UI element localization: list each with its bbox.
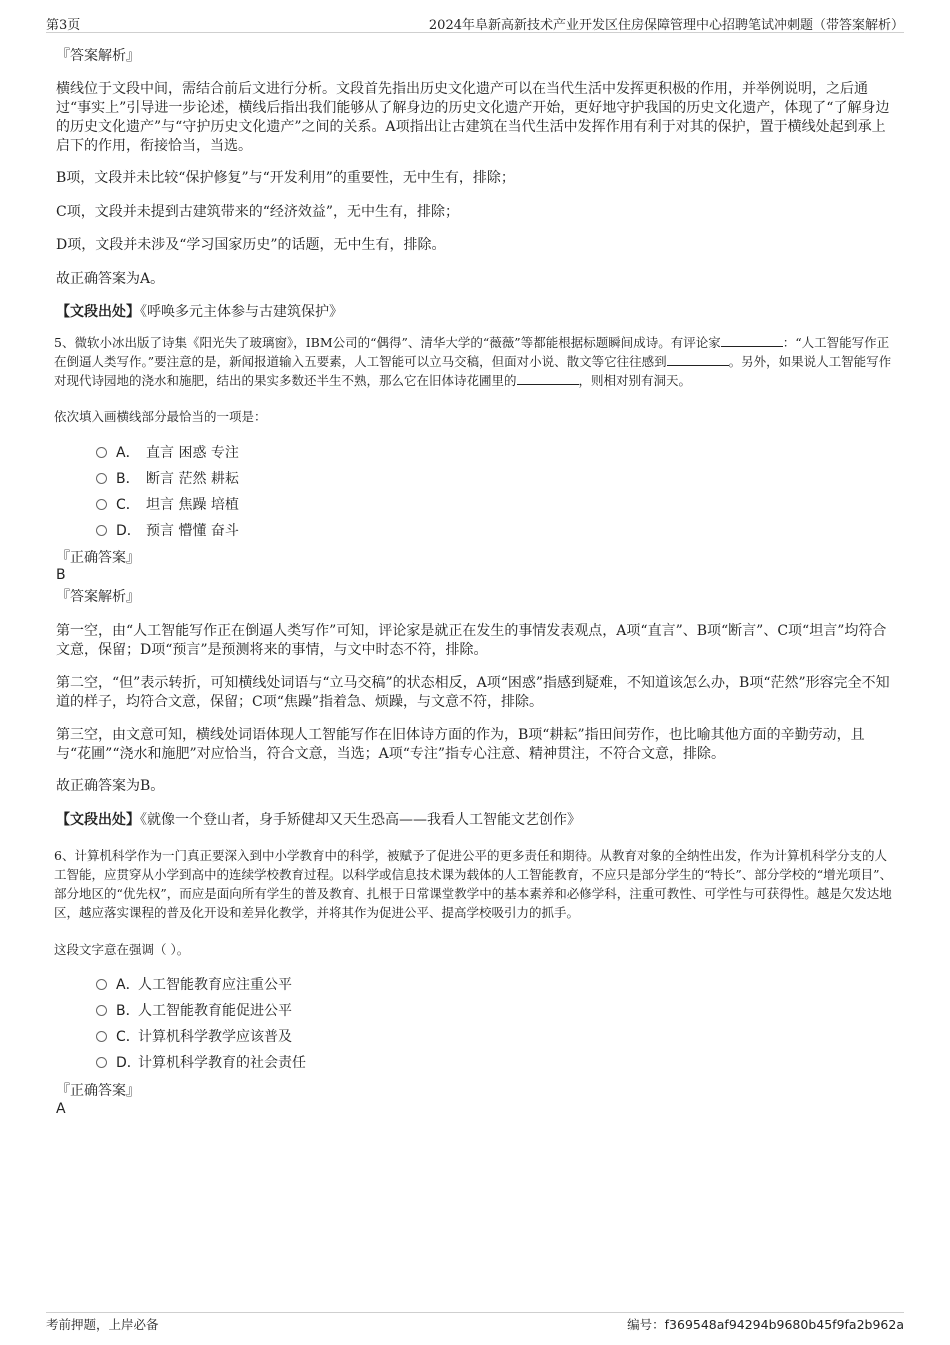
option-text: 人工智能教育能促进公平 bbox=[138, 1003, 292, 1019]
option-text: 计算机科学教育的社会责任 bbox=[138, 1055, 306, 1071]
radio-button[interactable] bbox=[96, 1057, 107, 1068]
analysis-paragraph: 故正确答案为B。 bbox=[56, 778, 165, 794]
analysis-paragraph: 第二空，“但”表示转折，可知横线处词语与“立马交稿”的状态相反，A项“困惑”指感到疑难，不知道该怎么办，B项“茫然”形容完全不知道的样子，均符合文意，保留；C项“焦躁”指着急、烦躁，与文意不符，排除。 bbox=[56, 675, 890, 710]
source-line bbox=[56, 303, 894, 322]
option-a[interactable] bbox=[96, 972, 306, 998]
stem-text: ：“人工智能写作正在倒逼人类写作。”要注意的是，新闻报道输入五要素，人工智能可以立马交稿，但面对小说、散文等它往往感到 bbox=[54, 335, 890, 369]
page-header bbox=[46, 14, 904, 33]
analysis-label: 『答案解析』 bbox=[56, 48, 140, 64]
radio-button[interactable] bbox=[96, 525, 107, 536]
analysis-label: 『答案解析』 bbox=[56, 589, 140, 605]
option-label: D． bbox=[116, 523, 141, 539]
option-label: C． bbox=[116, 497, 140, 513]
page-number: 第3页 bbox=[46, 18, 81, 33]
source-label: 【文段出处】 bbox=[56, 304, 140, 320]
question-stem: 6、计算机科学作为一门真正要深入到中小学教育中的科学，被赋予了促进公平的更多责任和期待。从教育对象的全纳性出发，作为计算机科学分支的人工智能，应贯穿从小学到高中的连续学校教育过程。以科学或信息技术课为载体的人工智能教育，不应只是部分学生的“特长”、部分学校的“增光项目”、部分地区的“优先权”，而应是面向所有学生的普及教育、扎根于日常课堂教学中的基本素养和必修学科，注重可教性、可学性与可获得性。越是欠发达地区，越应落实课程的普及化开设和差异化教学，并将其作为促进公平、提高学校吸引力的抓手。 bbox=[54, 848, 893, 920]
document-code: 编号：f369548af94294b9680b45f9fa2b962a bbox=[627, 1317, 904, 1332]
option-b[interactable] bbox=[96, 466, 239, 492]
question-prompt: 这段文字意在强调（ ）。 bbox=[54, 942, 190, 957]
radio-button[interactable] bbox=[96, 1005, 107, 1016]
option-c[interactable] bbox=[96, 1024, 306, 1050]
question-stem bbox=[54, 333, 896, 390]
option-a[interactable] bbox=[96, 440, 239, 466]
answer-value: B bbox=[56, 567, 66, 583]
option-text: 预言 懵懂 奋斗 bbox=[146, 523, 239, 539]
option-text: 直言 困惑 专注 bbox=[146, 445, 239, 461]
option-label: B． bbox=[116, 471, 140, 487]
fill-blank bbox=[517, 372, 579, 385]
option-label: A． bbox=[116, 977, 140, 993]
option-label: A． bbox=[116, 445, 140, 461]
source-title: 《就像一个登山者，身手矫健却又天生恐高——我看人工智能文艺创作》 bbox=[140, 812, 581, 828]
document-title: 2024年阜新高新技术产业开发区住房保障管理中心招聘笔试冲刺题（带答案解析） bbox=[428, 18, 904, 33]
option-text: 断言 茫然 耕耘 bbox=[146, 471, 239, 487]
analysis-paragraph: 第三空，由文意可知，横线处词语体现人工智能写作在旧体诗方面的作为，B项“耕耘”指田间劳作，也比喻其他方面的辛勤劳动，且与“花圃”“浇水和施肥”对应恰当，符合文意，当选；A项“专注”指专心注意、精神贯注，不符合文意，排除。 bbox=[56, 727, 865, 762]
option-d[interactable] bbox=[96, 1050, 306, 1076]
option-text: 计算机科学教学应该普及 bbox=[138, 1029, 292, 1045]
radio-button[interactable] bbox=[96, 499, 107, 510]
fill-blank bbox=[667, 353, 729, 366]
options-list bbox=[96, 972, 306, 1076]
answer-label: 『正确答案』 bbox=[56, 550, 140, 566]
option-label: D． bbox=[116, 1055, 141, 1071]
option-label: C． bbox=[116, 1029, 140, 1045]
radio-button[interactable] bbox=[96, 979, 107, 990]
radio-button[interactable] bbox=[96, 473, 107, 484]
answer-value: A bbox=[56, 1101, 66, 1117]
radio-button[interactable] bbox=[96, 447, 107, 458]
radio-button[interactable] bbox=[96, 1031, 107, 1042]
analysis-paragraph: C项，文段并未提到古建筑带来的“经济效益”，无中生有，排除； bbox=[56, 204, 460, 220]
question-prompt: 依次填入画横线部分最恰当的一项是： bbox=[54, 409, 267, 424]
answer-label: 『正确答案』 bbox=[56, 1083, 140, 1099]
analysis-paragraph: D项，文段并未涉及“学习国家历史”的话题，无中生有，排除。 bbox=[56, 237, 446, 253]
analysis-paragraph: B项，文段并未比较“保护修复”与“开发利用”的重要性，无中生有，排除； bbox=[56, 170, 515, 186]
analysis-paragraph: 故正确答案为A。 bbox=[56, 271, 165, 287]
option-b[interactable] bbox=[96, 998, 306, 1024]
source-title: 《呼唤多元主体参与古建筑保护》 bbox=[140, 304, 343, 320]
source-line bbox=[56, 811, 894, 830]
footer-slogan: 考前押题，上岸必备 bbox=[46, 1317, 159, 1332]
page-footer bbox=[46, 1312, 904, 1335]
stem-text: 。另外，如果说人工智能写作对现代诗园地的浇水和施肥，结出的果实多数还半生不熟，那么它在旧体诗花圃里的 bbox=[54, 354, 892, 388]
option-text: 坦言 焦躁 培植 bbox=[146, 497, 239, 513]
analysis-paragraph: 第一空，由“人工智能写作正在倒逼人类写作”可知，评论家是就正在发生的事情发表观点，A项“直言”、B项“断言”、C项“坦言”均符合文意，保留；D项“预言”是预测将来的事情，与文中时态不符，排除。 bbox=[56, 623, 887, 658]
analysis-paragraph: 横线位于文段中间，需结合前后文进行分析。文段首先指出历史文化遗产可以在当代生活中发挥更积极的作用，并举例说明，之后通过“事实上”引导进一步论述，横线后指出我们能够从了解身边的历史文化遗产开始，更好地守护我国的历史文化遗产，体现了“了解身边的历史文化遗产”与“守护历史文化遗产”之间的关系。A项指出让古建筑在当代生活中发挥作用有利于对其的保护，置于横线处起到承上启下的作用，衔接恰当，当选。 bbox=[56, 81, 890, 154]
option-c[interactable] bbox=[96, 492, 239, 518]
stem-text: ，则相对别有洞天。 bbox=[578, 373, 692, 388]
option-d[interactable] bbox=[96, 518, 239, 544]
option-text: 人工智能教育应注重公平 bbox=[138, 977, 292, 993]
option-label: B． bbox=[116, 1003, 140, 1019]
fill-blank bbox=[721, 334, 783, 347]
source-label: 【文段出处】 bbox=[56, 812, 140, 828]
stem-text: 5、微软小冰出版了诗集《阳光失了玻璃窗》，IBM公司的“偶得”、清华大学的“薇薇”等都能根据标题瞬间成诗。有评论家 bbox=[54, 335, 721, 350]
options-list bbox=[96, 440, 239, 544]
